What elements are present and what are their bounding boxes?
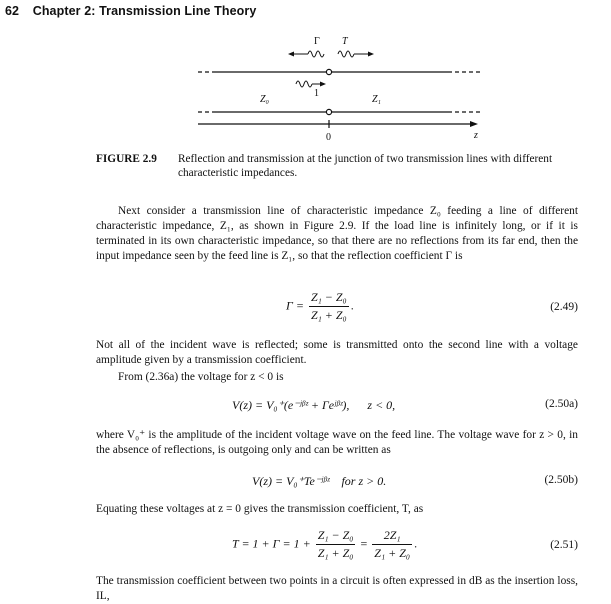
eq251-fraction-2 [372,528,412,561]
paragraph-4: where V₀⁺ is the amplitude of the incident voltage wave on the feed line. The voltage wave for z > 0, in the absence of reflections, is outgoing only and can be written as [96,429,578,456]
caption-text: Reflection and transmission at the junction of two transmission lines with different characteristic impedances. [178,153,553,179]
eq251-num1: Z₁ − Z₀ [316,528,356,545]
eq250b-expr: V(z) = V₀⁺Te⁻ʲᵝᶻ for z > 0. [252,474,387,488]
eq250b-number: (2.50b) [544,474,578,486]
eq249-lhs: Γ = [286,298,304,313]
eq249-num: Z₁ − Z₀ [309,290,349,307]
eq251-den1: Z₁ + Z₀ [317,546,354,560]
page-number: 62 [5,4,20,18]
transmission-label: T [342,36,348,47]
z1-label: Z₁ [372,94,382,105]
page-header [5,4,256,18]
caption-label: FIGURE 2.9 [96,153,157,165]
eq250a-expr: V(z) = V₀⁺(e⁻ʲᵝᶻ + Γeʲᵝᶻ), z < 0, [232,398,396,412]
paragraph-5: Equating these voltages at z = 0 gives the transmission coefficient, T, as [96,503,424,515]
origin-label: 0 [326,132,331,143]
eq251-tail: . [414,536,418,551]
eq249-fraction [309,290,349,323]
eq251-num2: 2Z₁ [372,528,412,545]
transmission-line-figure [190,32,490,144]
chapter-title: Chapter 2: Transmission Line Theory [32,4,257,18]
eq251-number: (2.51) [550,539,578,551]
z0-label: Z₀ [260,94,270,105]
eq251-lhs: T = 1 + Γ = 1 + [232,536,311,551]
eq251-den2: Z₁ + Z₀ [374,546,411,560]
paragraph-3: From (2.36a) the voltage for z < 0 is [118,371,284,383]
eq249-den: Z₁ + Z₀ [310,308,347,322]
incident-label: 1 [314,88,319,99]
eq250a-number: (2.50a) [545,398,578,410]
paragraph-6: The transmission coefficient between two points in a circuit is often expressed in dB as the insertion loss, IL, [96,575,578,602]
z-axis-label: z [474,130,478,141]
eq251-equals: = [360,536,368,551]
paragraph-1: Next consider a transmission line of characteristic impedance Z₀ feeding a line of different characteristic impedance, Z₁, as shown in Figure 2.9. If the load line is infinitely long, or if it is terminated in its own characteristic impedance, so that there are no reflections from its far end, then the input impedance seen by the feed line is Z₁, so that the reflection coefficient Γ is [96,205,578,262]
eq249-number: (2.49) [550,301,578,313]
eq251-fraction-1 [316,528,356,561]
paragraph-2: Not all of the incident wave is reflected; some is transmitted onto the second line with a voltage amplitude given by a transmission coefficient. [96,339,578,366]
eq249-tail: . [350,298,354,313]
gamma-label: Γ [314,36,320,47]
